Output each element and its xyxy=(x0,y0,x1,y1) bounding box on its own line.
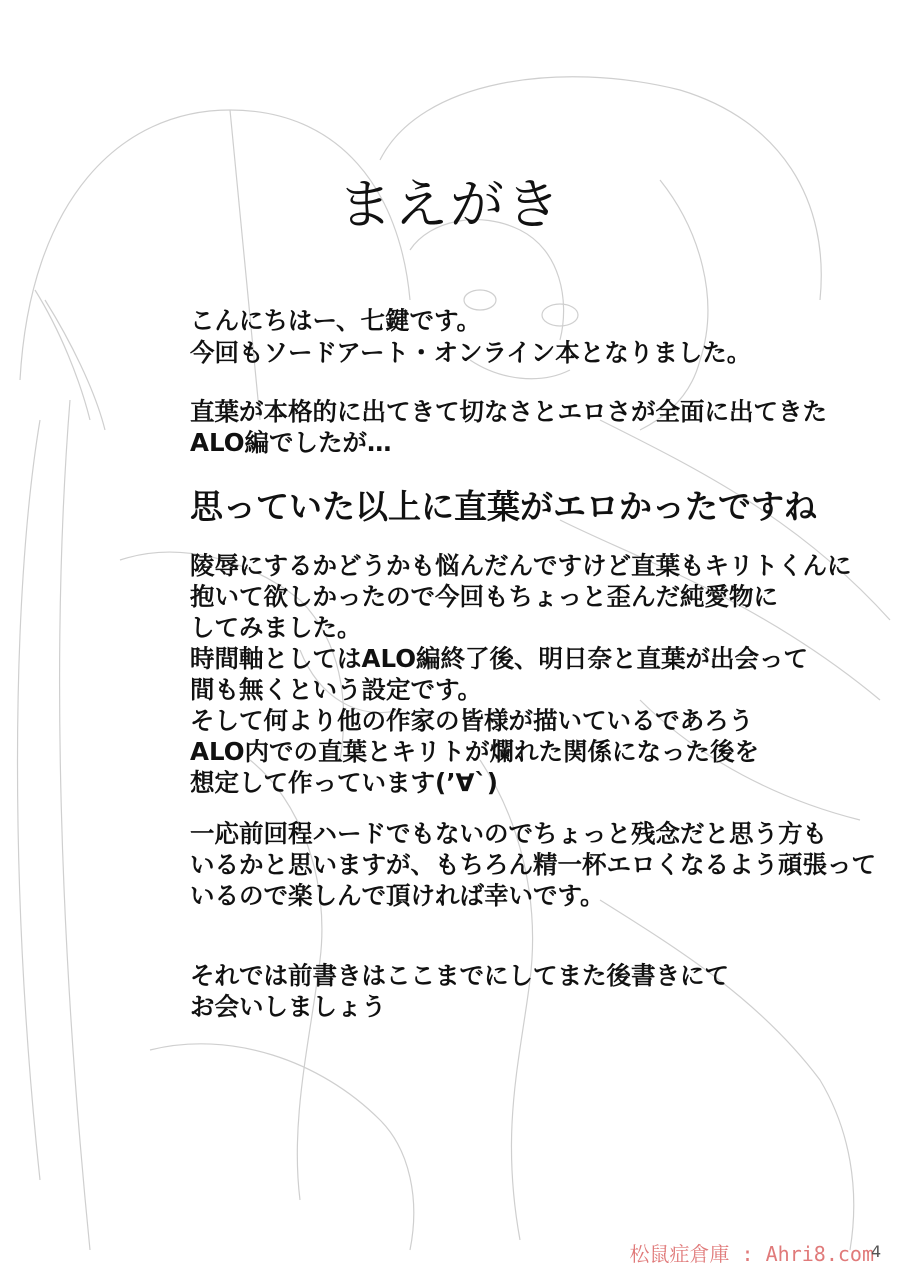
paragraph-line: 一応前回程ハードでもないのでちょっと残念だと思う方も xyxy=(190,819,827,848)
paragraph-line: ALO編でしたが… xyxy=(190,428,392,457)
paragraph-line: 時間軸としてはALO編終了後、明日奈と直葉が出会って xyxy=(190,644,809,673)
paragraph-line: そして何より他の作家の皆様が描いているであろう xyxy=(190,706,754,735)
paragraph-line: 陵辱にするかどうかも悩んだんですけど直葉もキリトくんに xyxy=(190,551,852,580)
paragraph-line: お会いしましょう xyxy=(190,992,386,1021)
paragraph-line: いるので楽しんで頂ければ幸いです。 xyxy=(190,881,605,910)
paragraph-line: 今回もソードアート・オンライン本となりました。 xyxy=(190,338,752,367)
paragraph-line: 間も無くという設定です。 xyxy=(190,675,483,704)
page-title: まえがき xyxy=(338,173,562,236)
page-number: 4 xyxy=(871,1242,882,1261)
paragraph-line: 抱いて欲しかったので今回もちょっと歪んだ純愛物に xyxy=(190,582,778,611)
paragraph-line: 直葉が本格的に出てきて切なさとエロさが全面に出てきた xyxy=(190,397,827,426)
emphasis-line: 思っていた以上に直葉がエロかったですね xyxy=(190,487,817,526)
paragraph-line: それでは前書きはここまでにしてまた後書きにて xyxy=(190,961,729,990)
paragraph-line: いるかと思いますが、もちろん精一杯エロくなるよう頑張って xyxy=(190,850,876,879)
paragraph-line: してみました。 xyxy=(190,613,362,642)
paragraph-line: ALO内での直葉とキリトが爛れた関係になった後を xyxy=(190,737,760,766)
paragraph-line: こんにちはー、七鍵です。 xyxy=(190,306,482,335)
paragraph-line: 想定して作っています(’∀`) xyxy=(190,768,498,797)
watermark-credit: 松鼠症倉庫 : Ahri8.com xyxy=(629,1242,874,1266)
